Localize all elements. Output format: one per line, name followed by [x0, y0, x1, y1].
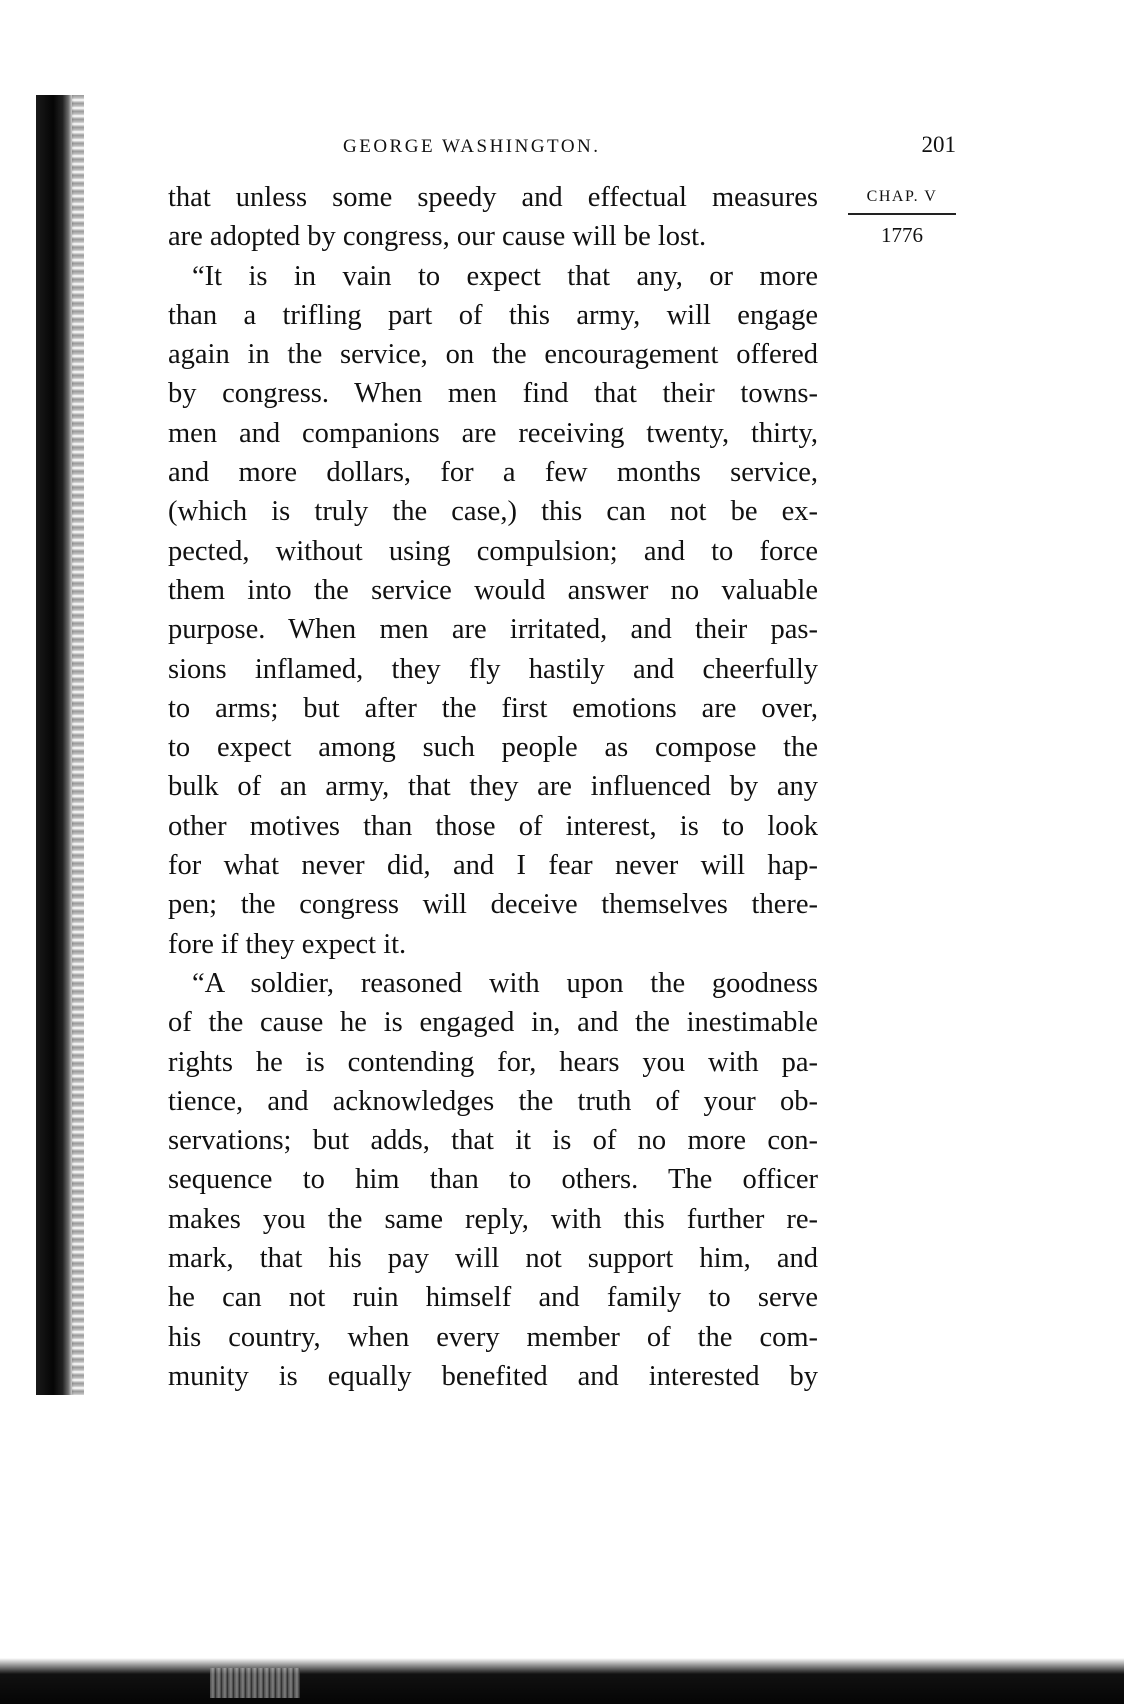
- text-line: to expect among such people as compose the: [168, 732, 818, 764]
- text-line: rights he is contending for, hears you with pa-: [168, 1046, 818, 1078]
- text-line: pen; the congress will deceive themselves there-: [168, 889, 818, 921]
- text-line: men and companions are receiving twenty, thirty,: [168, 417, 818, 449]
- text-line: tience, and acknowledges the truth of your ob-: [168, 1085, 818, 1117]
- text-line: he can not ruin himself and family to serve: [168, 1282, 818, 1314]
- body-text: [168, 178, 818, 1396]
- scan-bottom-edge: [0, 1658, 1124, 1704]
- text-line: his country, when every member of the com-: [168, 1321, 818, 1353]
- text-line: by congress. When men find that their towns-: [168, 378, 818, 410]
- text-line: of the cause he is engaged in, and the inestimable: [168, 1007, 818, 1039]
- text-line: other motives than those of interest, is to look: [168, 810, 818, 842]
- text-line: (which is truly the case,) this can not be ex-: [168, 496, 818, 528]
- text-line: sequence to him than to others. The officer: [168, 1164, 818, 1196]
- text-line: mark, that his pay will not support him, and: [168, 1243, 818, 1275]
- text-line: that unless some speedy and effectual measures: [168, 182, 818, 213]
- text-line: again in the service, on the encouragement offered: [168, 339, 818, 371]
- text-line: servations; but adds, that it is of no more con-: [168, 1125, 818, 1157]
- text-line: to arms; but after the first emotions are over,: [168, 692, 818, 724]
- text-line: fore if they expect it.: [168, 928, 407, 960]
- margin-chapter: CHAP. V: [866, 188, 938, 205]
- margin-year: 1776: [881, 223, 923, 247]
- running-title: GEORGE WASHINGTON.: [343, 136, 601, 157]
- text-line: makes you the same reply, with this further re-: [168, 1203, 818, 1235]
- text-line: purpose. When men are irritated, and their pas-: [168, 614, 818, 646]
- margin-note: [848, 188, 956, 248]
- text-line: than a trifling part of this army, will engage: [168, 299, 818, 331]
- text-line: are adopted by congress, our cause will be lost.: [168, 221, 707, 253]
- text-line: sions inflamed, they fly hastily and cheerfully: [168, 653, 818, 685]
- text-line: and more dollars, for a few months service,: [168, 457, 818, 489]
- text-line: bulk of an army, that they are influenced by any: [168, 771, 818, 803]
- page-number: 201: [921, 132, 956, 157]
- text-line: pected, without using compulsion; and to force: [168, 535, 818, 567]
- running-head: [168, 132, 956, 170]
- book-binding-edge: [36, 95, 74, 1395]
- text-line: “It is in vain to expect that any, or more: [192, 260, 818, 292]
- text-line: “A soldier, reasoned with upon the goodness: [192, 967, 818, 999]
- text-line: for what never did, and I fear never will hap-: [168, 850, 818, 882]
- text-line: them into the service would answer no valuable: [168, 574, 818, 606]
- text-line: munity is equally benefited and interested by: [168, 1360, 818, 1392]
